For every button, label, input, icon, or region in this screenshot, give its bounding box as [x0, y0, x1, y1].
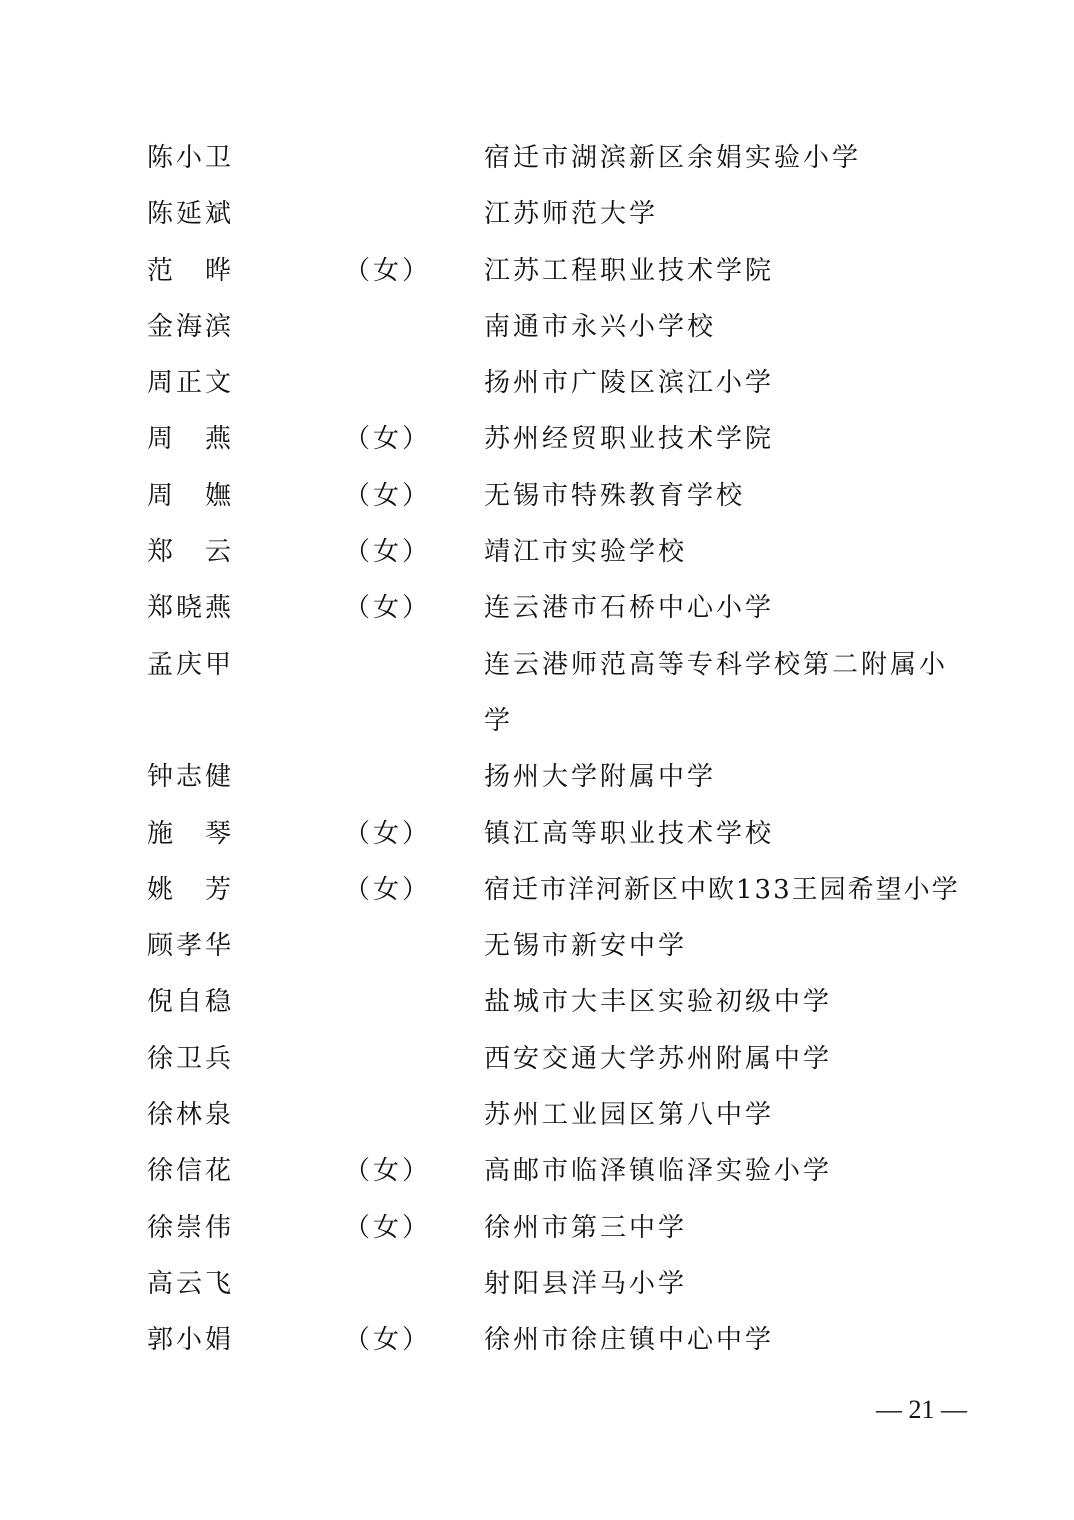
person-name: 倪自稳 [147, 987, 235, 1018]
list-item [0, 130, 1074, 186]
list-item [0, 1031, 1074, 1087]
list-item [0, 1200, 1074, 1256]
person-name: 高云飞 [147, 1268, 235, 1299]
gender-note: （女） [344, 1325, 432, 1356]
gender-note: （女） [344, 818, 432, 849]
work-unit: 连云港师范高等专科学校第二附属小学 [484, 649, 949, 736]
list-item [0, 524, 1074, 580]
gender-note: （女） [344, 537, 432, 568]
list-item [0, 1312, 1074, 1368]
gender-note: （女） [344, 255, 432, 286]
list-item [0, 637, 1074, 750]
person-name: 金海滨 [147, 311, 235, 342]
person-name: 顾孝华 [147, 931, 235, 962]
list-item [0, 1143, 1074, 1199]
work-unit: 扬州大学附属中学 [484, 762, 717, 793]
list-item [0, 1256, 1074, 1312]
work-unit: 苏州经贸职业技术学院 [484, 424, 775, 455]
gender-note: （女） [344, 1212, 432, 1243]
work-unit: 徐州市第三中学 [484, 1212, 688, 1243]
work-unit: 宿迁市湖滨新区余娟实验小学 [484, 143, 862, 173]
list-item [0, 411, 1074, 467]
list-item [0, 243, 1074, 299]
list-item [0, 580, 1074, 636]
work-unit: 江苏工程职业技术学院 [484, 255, 775, 286]
person-name: 陈小卫 [147, 143, 235, 173]
gender-note: （女） [344, 424, 432, 455]
work-unit: 无锡市新安中学 [484, 931, 688, 962]
person-name: 周正文 [147, 368, 235, 399]
work-unit: 靖江市实验学校 [484, 537, 688, 568]
page-number: — 21 — [876, 1395, 967, 1424]
gender-note: （女） [344, 874, 432, 905]
person-name: 范 晔 [147, 255, 235, 286]
person-name: 周 嫵 [147, 480, 235, 511]
work-unit: 射阳县洋马小学 [484, 1268, 688, 1299]
work-unit: 无锡市特殊教育学校 [484, 480, 746, 511]
list-item [0, 468, 1074, 524]
work-unit: 镇江高等职业技术学校 [484, 818, 775, 849]
person-name: 姚 芳 [147, 874, 235, 905]
person-name: 陈延斌 [147, 199, 235, 230]
gender-note: （女） [344, 593, 432, 624]
person-name: 郭小娟 [147, 1325, 235, 1356]
list-item [0, 806, 1074, 862]
person-name: 孟庆甲 [147, 649, 235, 680]
person-name: 徐卫兵 [147, 1043, 235, 1074]
list-item [0, 918, 1074, 974]
work-unit: 盐城市大丰区实验初级中学 [484, 987, 833, 1018]
list-item [0, 355, 1074, 411]
person-name: 徐林泉 [147, 1100, 235, 1131]
work-unit: 高邮市临泽镇临泽实验小学 [484, 1156, 833, 1187]
person-name: 徐崇伟 [147, 1212, 235, 1243]
person-name: 郑晓燕 [147, 593, 235, 624]
gender-note: （女） [344, 480, 432, 511]
name-list [0, 130, 1074, 1369]
work-unit: 宿迁市洋河新区中欧133王园希望小学 [484, 874, 960, 905]
work-unit: 扬州市广陵区滨江小学 [484, 368, 775, 399]
list-item [0, 299, 1074, 355]
work-unit: 江苏师范大学 [484, 199, 659, 230]
person-name: 施 琴 [147, 818, 235, 849]
work-unit: 南通市永兴小学校 [484, 311, 717, 342]
work-unit: 徐州市徐庄镇中心中学 [484, 1325, 775, 1356]
gender-note: （女） [344, 1156, 432, 1187]
work-unit: 西安交通大学苏州附属中学 [484, 1043, 833, 1074]
person-name: 郑 云 [147, 537, 235, 568]
list-item [0, 186, 1074, 242]
work-unit: 苏州工业园区第八中学 [484, 1100, 775, 1131]
person-name: 徐信花 [147, 1156, 235, 1187]
work-unit: 连云港市石桥中心小学 [484, 593, 775, 624]
list-item [0, 974, 1074, 1030]
person-name: 钟志健 [147, 762, 235, 793]
person-name: 周 燕 [147, 424, 235, 455]
list-item [0, 749, 1074, 805]
list-item [0, 862, 1074, 918]
list-item [0, 1087, 1074, 1143]
